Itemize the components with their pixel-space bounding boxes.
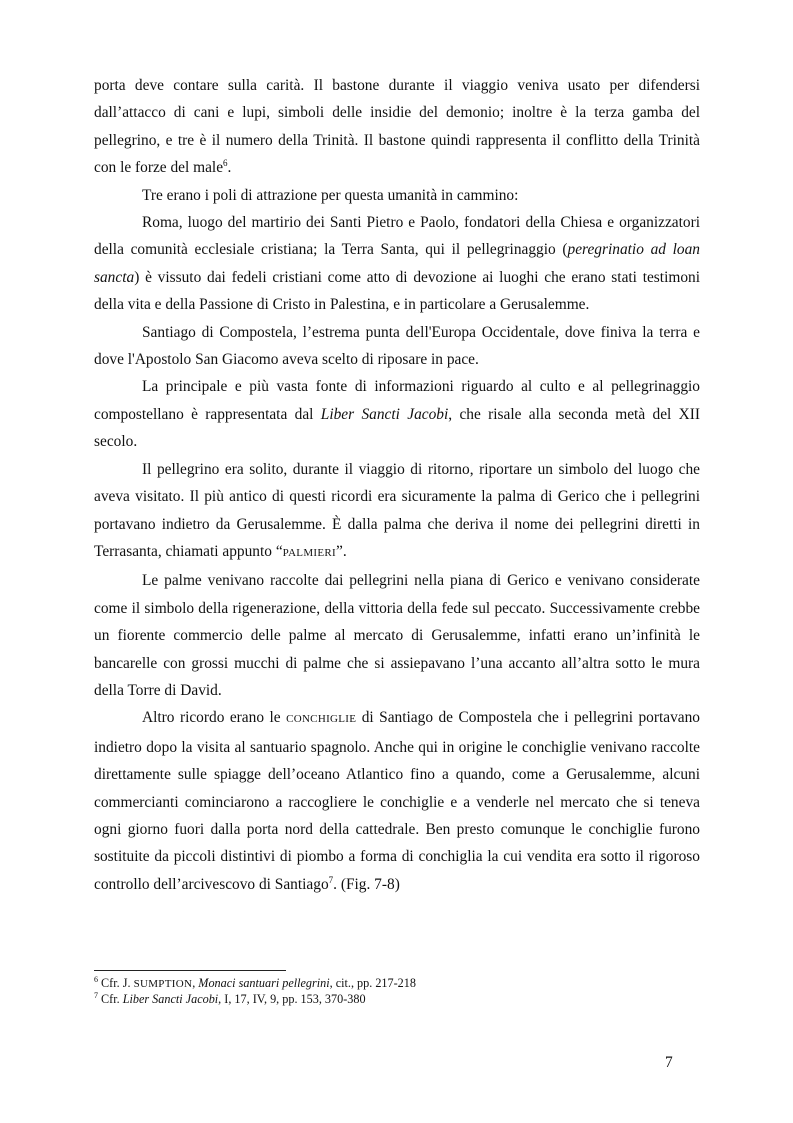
paragraph-8-text-a: Altro ricordo erano le — [142, 709, 287, 727]
footnote-7-title: Liber Sancti Jacobi — [122, 992, 219, 1006]
paragraph-1-end: . — [227, 159, 232, 177]
footnote-6-title: Monaci santuari pellegrini — [198, 976, 330, 990]
footnote-6-suffix: , cit., pp. 217-218 — [329, 976, 416, 990]
paragraph-6-text-b: ”. — [336, 542, 347, 560]
paragraph-4: Santiago di Compostela, l’estrema punta dell'Europa Occidentale, dove finiva la terra e dove l'Apostolo San Giacomo aveva scelto di riposare in pace. — [94, 323, 700, 369]
paragraph-3 — [94, 209, 700, 319]
footnote-separator — [94, 970, 286, 971]
footnote-7-suffix: , I, 17, IV, 9, pp. 153, 370-380 — [218, 992, 366, 1006]
paragraph-5-text-a: La principale e più vasta fonte di informazioni riguardo al culto e al pellegrinaggio compostellano è rappresentata dal — [94, 378, 700, 423]
footnotes — [94, 976, 700, 1007]
page-number: 7 — [665, 1054, 673, 1071]
footnote-7 — [94, 992, 700, 1007]
paragraph-2: Tre erano i poli di attrazione per questa umanità in cammino: — [142, 186, 519, 204]
footnote-6 — [94, 976, 700, 992]
paragraph-6-text-a: Il pellegrino era solito, durante il viaggio di ritorno, riportare un simbolo del luogo che aveva visitato. Il più antico di questi ricordi era sicuramente la palma di Gerico che i pellegrini portavano indietro da Gerusalemme. È dalla palma che deriva il nome dei pellegrini diretti in Terrasanta, chiamati appunto “ — [94, 460, 700, 560]
paragraph-8 — [94, 704, 700, 898]
footnote-6-sep: , — [192, 976, 199, 990]
footnote-7-number: 7 — [94, 990, 98, 1000]
footnote-6-number: 6 — [94, 974, 98, 984]
paragraph-5-text-b: , che risale alla seconda metà del XII secolo. — [94, 405, 700, 451]
paragraph-8-text-b: di Santiago de Compostela che i pellegrini portavano indietro dopo la visita al santuario spagnolo. Anche qui in origine le conchiglie venivano raccolte direttamente sulle spiagge dell’oceano Atlantico fino a quando, come a Gerusalemme, alcuni commercianti cominciarono a raccogliere le conchiglie e a venderle nel mercato che si teneva ogni giorno fuori dalla porta nord della cattedrale. Ben presto comunque le conchiglie furono sostituite da piccoli distintivi di piombo a forma di conchiglia la cui vendita era sotto il rigoroso controllo dell’arcivescovo di Santiago — [94, 709, 700, 893]
paragraph-7: Le palme venivano raccolte dai pellegrini nella piana di Gerico e venivano considerate come il simbolo della rigenerazione, della vittoria della fede sul peccato. Successivamente crebbe un fiorente commercio delle palme al mercato di Gerusalemme, infatti erano un’infinità le bancarelle con grossi mucchi di palme che si assiepavano l’una accanto all’altra sotto le mura della Torre di David. — [94, 572, 700, 699]
paragraph-6-smallcaps: PALMIERI — [282, 546, 336, 559]
paragraph-5 — [94, 373, 700, 455]
footnote-6-author: SUMPTION — [133, 978, 193, 990]
paragraph-6 — [94, 456, 700, 568]
paragraph-3-text-a: Roma, luogo del martirio dei Santi Pietro e Paolo, fondatori della Chiesa e organizzatori della comunità ecclesiale cristiana; la Terra Santa, qui il pellegrinaggio ( — [94, 214, 700, 259]
footnote-7-prefix: Cfr. — [98, 992, 123, 1006]
page-body — [94, 72, 700, 898]
paragraph-3-italic: peregrinatio ad loan sancta — [94, 241, 700, 286]
paragraph-1 — [94, 72, 700, 182]
paragraph-1-text: porta deve contare sulla carità. Il bastone durante il viaggio veniva usato per difendersi dall’attacco di cani e lupi, simboli delle insidie del demonio; inoltre è la terza gamba del pellegrino, e tre è il numero della Trinità. Il bastone quindi rappresenta il conflitto della Trinità con le forze del male — [94, 77, 700, 177]
paragraph-3-text-b: ) è vissuto dai fedeli cristiani come atto di devozione ai luoghi che erano stati testimoni della vita e della Passione di Cristo in Palestina, e in particolare a Gerusalemme. — [94, 268, 700, 314]
footnote-ref-7[interactable]: 7 — [328, 874, 334, 885]
footnote-6-prefix: Cfr. J. — [98, 976, 134, 990]
paragraph-5-italic: Liber Sancti Jacobi — [320, 405, 449, 423]
footnote-ref-6[interactable]: 6 — [223, 158, 228, 169]
paragraph-8-smallcaps: CONCHIGLIE — [286, 713, 357, 726]
paragraph-8-end: . (Fig. 7-8) — [333, 875, 400, 893]
